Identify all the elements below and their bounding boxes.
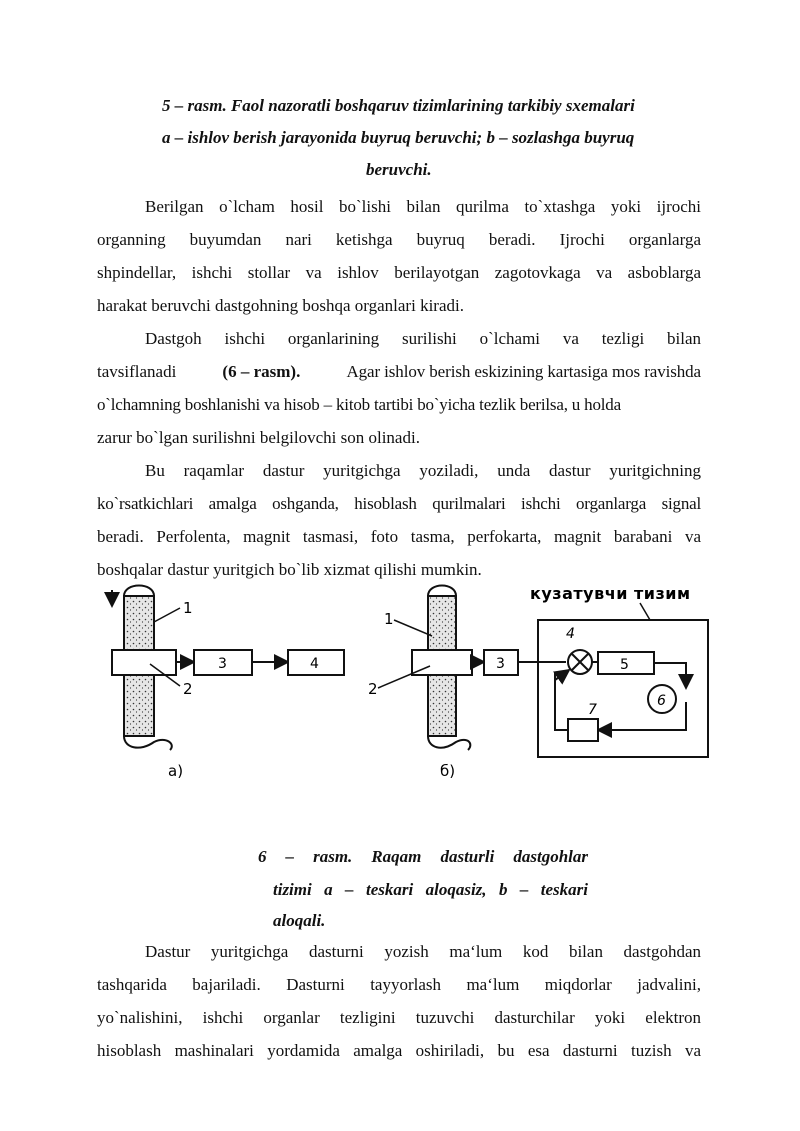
paragraph-2-line-1: Dastgoh ishchi organlarining surilishi o`lchami va tezligi bilan	[145, 329, 701, 348]
tape-reader-box	[112, 650, 176, 675]
block-6-label: 6	[657, 693, 666, 709]
diagram-b	[368, 584, 708, 780]
paragraph-4-line-3: yo`nalishini, ishchi organlar tezligini tuzuvchi dasturchilar yoki elektron	[97, 1008, 701, 1027]
label-2-b: 2	[368, 680, 378, 698]
paragraph-2-line-4: zarur bo`lgan surilishni belgilovchi son olinadi.	[97, 428, 420, 447]
paragraph-1-line-1: Berilgan o`lcham hosil bo`lishi bilan qurilma to`xtashga yoki ijrochi	[145, 197, 701, 216]
label-4-b: 4	[566, 626, 575, 642]
paragraph-3-line-4: boshqalar dastur yuritgich bo`lib xizmat qilishi mumkin.	[97, 560, 482, 579]
block-4-a-label: 4	[310, 656, 319, 672]
paragraph-2-text-a: tavsiflanadi	[97, 362, 177, 381]
tape-curl	[124, 736, 172, 750]
figure-6-reference: (6 – rasm).	[222, 362, 301, 381]
tape-reader-box-b	[412, 650, 472, 675]
paragraph-2-text-c: Agar ishlov berish eskizining kartasiga mos ravishda	[346, 362, 701, 381]
block-3-b-label: 3	[496, 656, 505, 672]
block-7-b	[568, 719, 598, 741]
paragraph-3-line-2: ko`rsatkichlari amalga oshganda, hisoblash qurilmalari ishchi organlarga signal	[97, 494, 701, 513]
figure-6-caption-line-1: 6 – rasm. Raqam dasturli dastgohlar	[258, 847, 588, 866]
paragraph-1-line-3: shpindellar, ishchi stollar va ishlov berilayotgan zagotovkaga va asboblarga	[97, 263, 701, 282]
paragraph-1-line-4: harakat beruvchi dastgohning boshqa organlari kiradi.	[97, 296, 464, 315]
diagram-b-label: б)	[440, 762, 456, 780]
observer-system-label: кузатувчи тизим	[530, 584, 691, 603]
label-2-a: 2	[183, 680, 193, 698]
paragraph-2-line-3: o`lchamning boshlanishi va hisob – kitob tartibi bo`yicha tezlik berilsa, u holda	[97, 395, 621, 414]
block-7-b-label: 7	[588, 702, 597, 718]
figure-6-caption-line-2: tizimi a – teskari aloqasiz, b – teskari	[273, 880, 588, 899]
figure-5-caption-line-3: beruvchi.	[366, 160, 432, 179]
label-1-a: 1	[183, 599, 193, 617]
paragraph-3-line-1: Bu raqamlar dastur yuritgichga yoziladi, unda dastur yuritgichning	[145, 461, 701, 480]
label-1-b: 1	[384, 610, 394, 628]
block-5-b-label: 5	[620, 657, 629, 673]
paragraph-4-line-4: hisoblash mashinalari yordamida amalga oshiriladi, bu esa dasturni tuzish va	[97, 1041, 701, 1060]
paragraph-4-line-2: tashqarida bajariladi. Dasturni tayyorlash ma‘lum miqdorlar jadvalini,	[97, 975, 701, 994]
diagram-a	[112, 586, 344, 781]
paragraph-3-line-3: beradi. Perfolenta, magnit tasmasi, foto tasma, perfokarta, magnit barabani va	[97, 527, 701, 546]
observer-system-box	[538, 620, 708, 757]
diagram-a-label: а)	[168, 762, 184, 780]
paragraph-1-line-2: organning buyumdan nari ketishga buyruq beradi. Ijrochi organlarga	[97, 230, 701, 249]
block-3-a-label: 3	[218, 656, 227, 672]
paragraph-4-line-1: Dastur yuritgichga dasturni yozish ma‘lum kod bilan dastgohdan	[145, 942, 701, 961]
figure-6-caption-line-3: aloqali.	[273, 911, 326, 930]
figure-5-caption-line-1: 5 – rasm. Faol nazoratli boshqaruv tizimlarining tarkibiy sxemalari	[162, 96, 635, 115]
figure-5-caption-line-2: a – ishlov berish jarayonida buyruq beruvchi; b – sozlashga buyruq	[162, 128, 635, 147]
